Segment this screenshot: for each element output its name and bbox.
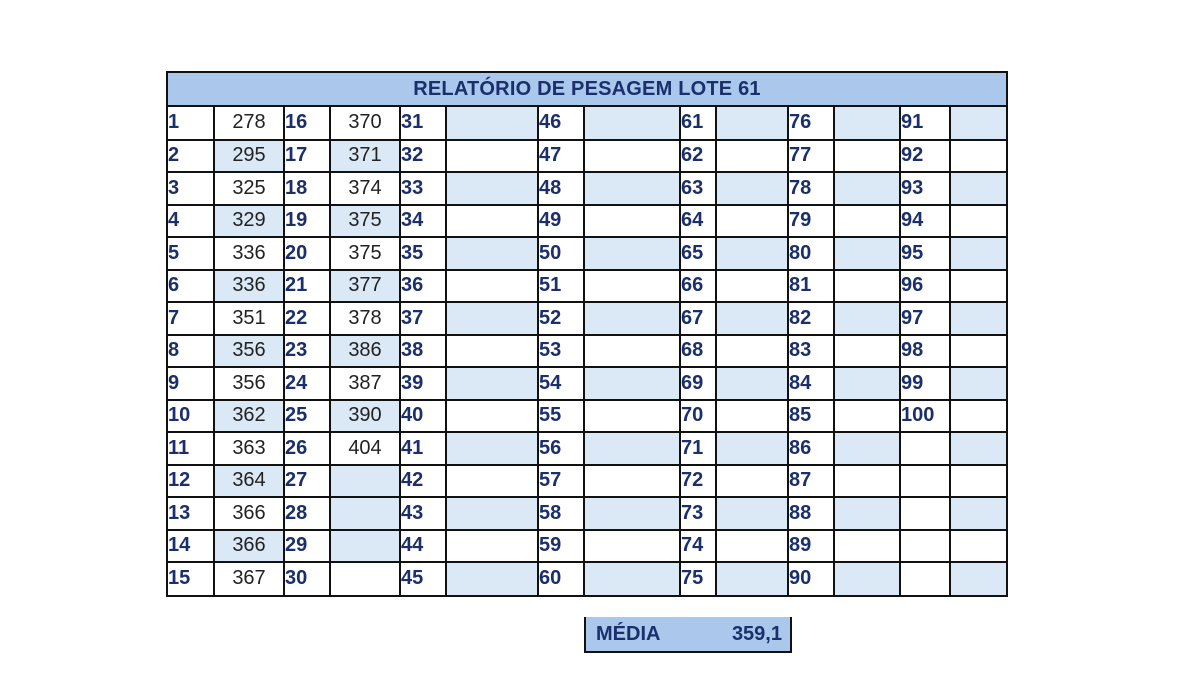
index-cell: 95 — [900, 237, 950, 270]
index-cell: 84 — [788, 367, 834, 400]
weight-cell — [716, 367, 788, 400]
weight-cell — [446, 497, 538, 530]
index-cell: 65 — [680, 237, 716, 270]
weight-cell — [716, 432, 788, 465]
index-cell: 40 — [400, 400, 446, 433]
index-cell: 7 — [168, 302, 214, 335]
index-cell: 60 — [538, 562, 584, 595]
index-cell: 13 — [168, 497, 214, 530]
index-cell: 85 — [788, 400, 834, 433]
index-cell: 51 — [538, 270, 584, 303]
weight-cell: 366 — [214, 497, 284, 530]
index-cell: 55 — [538, 400, 584, 433]
weight-cell: 374 — [330, 172, 400, 205]
index-cell: 22 — [284, 302, 330, 335]
index-cell: 28 — [284, 497, 330, 530]
table-row — [168, 302, 1006, 335]
weight-cell — [950, 562, 1006, 595]
weight-cell — [950, 172, 1006, 205]
index-cell: 74 — [680, 530, 716, 563]
weight-cell — [446, 237, 538, 270]
weight-cell — [716, 237, 788, 270]
index-cell: 70 — [680, 400, 716, 433]
index-cell: 61 — [680, 107, 716, 140]
weight-cell: 364 — [214, 465, 284, 498]
weight-cell — [446, 400, 538, 433]
index-cell: 11 — [168, 432, 214, 465]
index-cell: 19 — [284, 205, 330, 238]
index-cell: 53 — [538, 335, 584, 368]
weight-cell — [716, 465, 788, 498]
table-row — [168, 465, 1006, 498]
index-cell: 71 — [680, 432, 716, 465]
weighing-report-sheet — [166, 71, 1008, 597]
weight-cell — [950, 140, 1006, 173]
index-cell: 88 — [788, 497, 834, 530]
weight-cell — [330, 465, 400, 498]
index-cell: 56 — [538, 432, 584, 465]
table-row — [168, 107, 1006, 140]
weight-cell — [834, 302, 900, 335]
weight-cell: 356 — [214, 367, 284, 400]
weight-cell — [584, 367, 680, 400]
weight-cell — [716, 270, 788, 303]
weight-cell — [446, 107, 538, 140]
index-cell: 93 — [900, 172, 950, 205]
weight-cell: 278 — [214, 107, 284, 140]
weight-cell — [950, 497, 1006, 530]
table-row — [168, 140, 1006, 173]
index-cell: 21 — [284, 270, 330, 303]
index-cell: 69 — [680, 367, 716, 400]
weight-cell — [446, 432, 538, 465]
weight-cell: 351 — [214, 302, 284, 335]
weight-cell: 386 — [330, 335, 400, 368]
index-cell — [900, 530, 950, 563]
weight-cell: 375 — [330, 237, 400, 270]
weight-cell: 404 — [330, 432, 400, 465]
index-cell: 92 — [900, 140, 950, 173]
weight-cell — [446, 335, 538, 368]
index-cell: 24 — [284, 367, 330, 400]
weight-cell — [584, 497, 680, 530]
weight-cell — [950, 270, 1006, 303]
weight-cell — [950, 400, 1006, 433]
weight-cell: 375 — [330, 205, 400, 238]
weight-cell — [716, 302, 788, 335]
weight-cell: 371 — [330, 140, 400, 173]
index-cell: 57 — [538, 465, 584, 498]
table-row — [168, 562, 1006, 595]
index-cell: 89 — [788, 530, 834, 563]
table-row — [168, 172, 1006, 205]
index-cell: 52 — [538, 302, 584, 335]
index-cell: 77 — [788, 140, 834, 173]
index-cell: 48 — [538, 172, 584, 205]
weight-cell — [584, 465, 680, 498]
table-row — [168, 400, 1006, 433]
index-cell: 1 — [168, 107, 214, 140]
weight-cell — [950, 367, 1006, 400]
index-cell: 29 — [284, 530, 330, 563]
weight-cell — [950, 205, 1006, 238]
report-title: RELATÓRIO DE PESAGEM LOTE 61 — [168, 73, 1006, 107]
weight-cell: 370 — [330, 107, 400, 140]
index-cell: 45 — [400, 562, 446, 595]
index-cell: 33 — [400, 172, 446, 205]
index-cell: 27 — [284, 465, 330, 498]
weight-cell — [584, 335, 680, 368]
weight-cell — [446, 302, 538, 335]
weight-cell — [446, 530, 538, 563]
weight-cell: 366 — [214, 530, 284, 563]
weight-cell — [950, 237, 1006, 270]
weights-table-body — [168, 107, 1006, 595]
index-cell: 26 — [284, 432, 330, 465]
index-cell: 20 — [284, 237, 330, 270]
weight-cell — [716, 107, 788, 140]
average-box — [584, 617, 792, 653]
weight-cell — [834, 497, 900, 530]
weight-cell — [584, 107, 680, 140]
table-row — [168, 432, 1006, 465]
index-cell: 17 — [284, 140, 330, 173]
weight-cell — [716, 530, 788, 563]
weight-cell: 387 — [330, 367, 400, 400]
index-cell: 94 — [900, 205, 950, 238]
weight-cell — [716, 172, 788, 205]
index-cell: 73 — [680, 497, 716, 530]
index-cell: 39 — [400, 367, 446, 400]
index-cell: 43 — [400, 497, 446, 530]
index-cell: 98 — [900, 335, 950, 368]
weight-cell — [834, 367, 900, 400]
table-row — [168, 335, 1006, 368]
index-cell: 18 — [284, 172, 330, 205]
weight-cell — [716, 205, 788, 238]
weight-cell — [950, 465, 1006, 498]
weight-cell — [834, 335, 900, 368]
index-cell — [900, 465, 950, 498]
weight-cell — [446, 140, 538, 173]
weight-cell — [330, 530, 400, 563]
index-cell: 9 — [168, 367, 214, 400]
weight-cell — [716, 400, 788, 433]
weight-cell — [446, 205, 538, 238]
index-cell: 66 — [680, 270, 716, 303]
index-cell: 41 — [400, 432, 446, 465]
weight-cell: 362 — [214, 400, 284, 433]
index-cell: 25 — [284, 400, 330, 433]
index-cell: 58 — [538, 497, 584, 530]
index-cell: 82 — [788, 302, 834, 335]
weight-cell — [834, 172, 900, 205]
weight-cell — [446, 270, 538, 303]
table-row — [168, 367, 1006, 400]
index-cell: 3 — [168, 172, 214, 205]
index-cell: 81 — [788, 270, 834, 303]
index-cell: 2 — [168, 140, 214, 173]
weight-cell — [584, 432, 680, 465]
index-cell: 12 — [168, 465, 214, 498]
weight-cell: 329 — [214, 205, 284, 238]
weight-cell: 390 — [330, 400, 400, 433]
index-cell: 5 — [168, 237, 214, 270]
index-cell: 38 — [400, 335, 446, 368]
index-cell: 97 — [900, 302, 950, 335]
index-cell: 10 — [168, 400, 214, 433]
table-row — [168, 237, 1006, 270]
index-cell: 72 — [680, 465, 716, 498]
weight-cell: 336 — [214, 270, 284, 303]
weight-cell: 367 — [214, 562, 284, 595]
weight-cell — [584, 302, 680, 335]
weight-cell — [834, 400, 900, 433]
weight-cell — [584, 562, 680, 595]
index-cell: 35 — [400, 237, 446, 270]
weight-cell: 356 — [214, 335, 284, 368]
weight-cell — [446, 562, 538, 595]
index-cell: 15 — [168, 562, 214, 595]
index-cell: 99 — [900, 367, 950, 400]
index-cell — [900, 497, 950, 530]
weight-cell — [584, 140, 680, 173]
index-cell: 63 — [680, 172, 716, 205]
index-cell: 75 — [680, 562, 716, 595]
weight-cell — [330, 497, 400, 530]
weight-cell — [446, 367, 538, 400]
weight-cell — [834, 465, 900, 498]
weight-cell: 325 — [214, 172, 284, 205]
index-cell: 14 — [168, 530, 214, 563]
weight-cell — [950, 107, 1006, 140]
index-cell: 87 — [788, 465, 834, 498]
index-cell: 76 — [788, 107, 834, 140]
index-cell: 59 — [538, 530, 584, 563]
weight-cell — [330, 562, 400, 595]
index-cell: 83 — [788, 335, 834, 368]
weight-cell — [584, 205, 680, 238]
index-cell: 31 — [400, 107, 446, 140]
average-label: MÉDIA — [596, 623, 661, 645]
weight-cell — [584, 270, 680, 303]
weight-cell — [716, 562, 788, 595]
weight-cell — [834, 432, 900, 465]
weight-cell — [950, 335, 1006, 368]
index-cell: 30 — [284, 562, 330, 595]
weight-cell — [834, 107, 900, 140]
index-cell: 50 — [538, 237, 584, 270]
index-cell: 34 — [400, 205, 446, 238]
index-cell: 78 — [788, 172, 834, 205]
index-cell: 49 — [538, 205, 584, 238]
index-cell: 96 — [900, 270, 950, 303]
index-cell: 67 — [680, 302, 716, 335]
weight-cell — [446, 465, 538, 498]
weight-cell — [950, 530, 1006, 563]
index-cell: 90 — [788, 562, 834, 595]
index-cell: 46 — [538, 107, 584, 140]
index-cell: 36 — [400, 270, 446, 303]
index-cell: 32 — [400, 140, 446, 173]
index-cell: 42 — [400, 465, 446, 498]
index-cell: 4 — [168, 205, 214, 238]
index-cell: 79 — [788, 205, 834, 238]
index-cell: 47 — [538, 140, 584, 173]
index-cell: 62 — [680, 140, 716, 173]
index-cell: 23 — [284, 335, 330, 368]
average-value: 359,1 — [731, 623, 782, 645]
table-row — [168, 205, 1006, 238]
index-cell: 16 — [284, 107, 330, 140]
index-cell: 68 — [680, 335, 716, 368]
index-cell: 6 — [168, 270, 214, 303]
weight-cell — [834, 205, 900, 238]
index-cell: 54 — [538, 367, 584, 400]
index-cell: 80 — [788, 237, 834, 270]
weight-cell — [584, 172, 680, 205]
weights-table — [168, 107, 1006, 595]
weight-cell — [834, 530, 900, 563]
index-cell: 44 — [400, 530, 446, 563]
weight-cell — [834, 140, 900, 173]
weight-cell: 336 — [214, 237, 284, 270]
weight-cell — [584, 237, 680, 270]
weight-cell — [716, 335, 788, 368]
index-cell: 100 — [900, 400, 950, 433]
weight-cell — [716, 497, 788, 530]
weight-cell — [584, 400, 680, 433]
weight-cell — [584, 530, 680, 563]
table-row — [168, 530, 1006, 563]
index-cell: 86 — [788, 432, 834, 465]
index-cell: 64 — [680, 205, 716, 238]
weight-cell — [716, 140, 788, 173]
index-cell — [900, 562, 950, 595]
weight-cell — [950, 302, 1006, 335]
weight-cell — [834, 562, 900, 595]
weight-cell — [834, 270, 900, 303]
index-cell: 37 — [400, 302, 446, 335]
weight-cell: 377 — [330, 270, 400, 303]
weight-cell: 295 — [214, 140, 284, 173]
index-cell: 91 — [900, 107, 950, 140]
index-cell: 8 — [168, 335, 214, 368]
table-row — [168, 497, 1006, 530]
weight-cell — [950, 432, 1006, 465]
weight-cell — [446, 172, 538, 205]
weight-cell: 378 — [330, 302, 400, 335]
index-cell — [900, 432, 950, 465]
weight-cell — [834, 237, 900, 270]
weight-cell: 363 — [214, 432, 284, 465]
table-row — [168, 270, 1006, 303]
